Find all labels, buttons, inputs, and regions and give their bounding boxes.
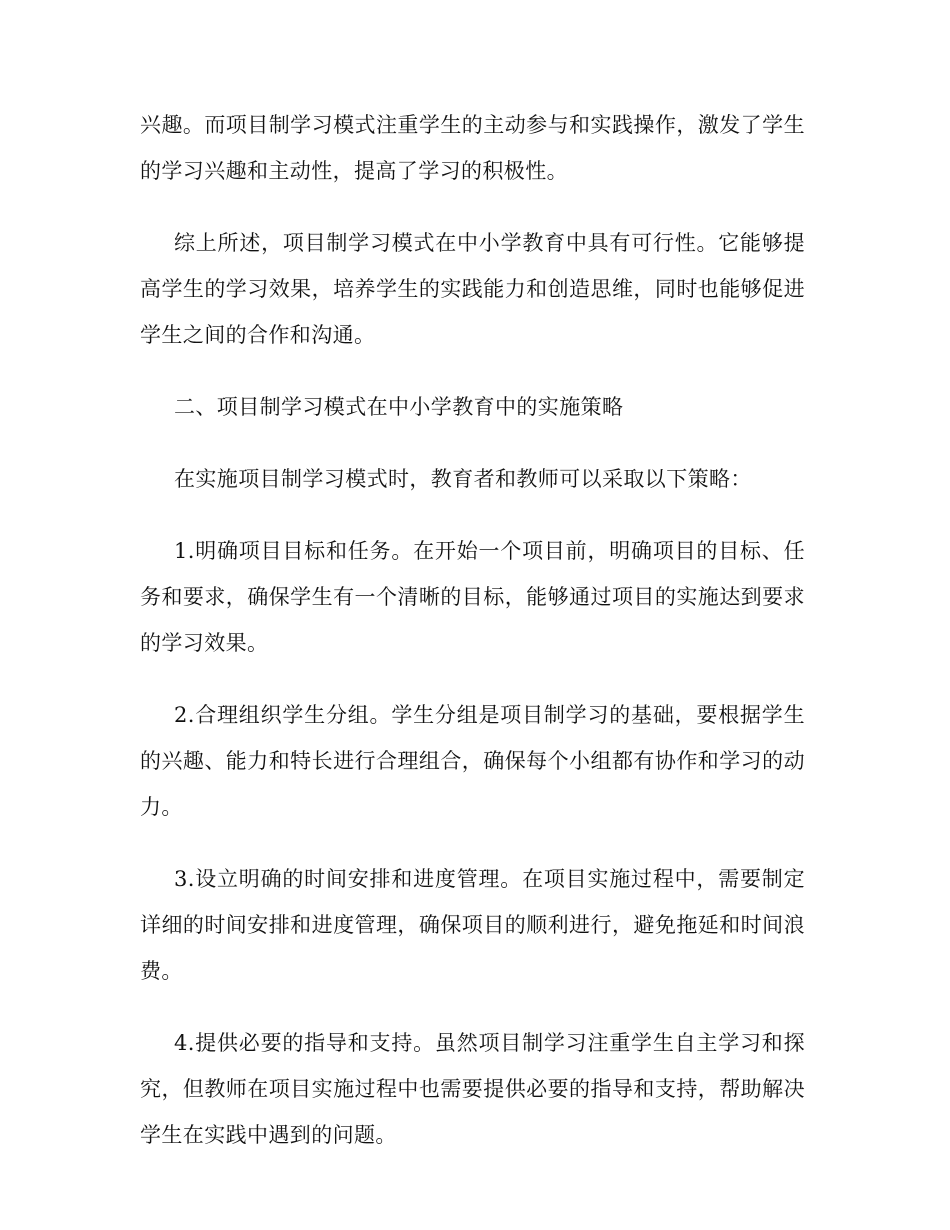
paragraph-continuation: 兴趣。而项目制学习模式注重学生的主动参与和实践操作，激发了学生的学习兴趣和主动性，提高了学习的积极性。 bbox=[140, 113, 805, 183]
paragraph-intro: 在实施项目制学习模式时，教育者和教师可以采取以下策略： bbox=[174, 467, 752, 491]
list-item-strategy-3: 3.设立明确的时间安排和进度管理。在项目实施过程中，需要制定详细的时间安排和进度管理，确保项目的顺利进行，避免拖延和时间浪费。 bbox=[140, 867, 805, 983]
list-item-strategy-2: 2.合理组织学生分组。学生分组是项目制学习的基础，要根据学生的兴趣、能力和特长进行合理组合，确保每个小组都有协作和学习的动力。 bbox=[140, 703, 805, 819]
list-item-strategy-4: 4.提供必要的指导和支持。虽然项目制学习注重学生自主学习和探究，但教师在项目实施过程中也需要提供必要的指导和支持，帮助解决学生在实践中遇到的问题。 bbox=[140, 1031, 805, 1147]
paragraph-summary: 综上所述，项目制学习模式在中小学教育中具有可行性。它能够提高学生的学习效果，培养学生的实践能力和创造思维，同时也能够促进学生之间的合作和沟通。 bbox=[140, 231, 805, 347]
document-body bbox=[140, 102, 805, 1184]
section-heading: 二、项目制学习模式在中小学教育中的实施策略 bbox=[174, 395, 624, 419]
list-item-strategy-1: 1.明确项目目标和任务。在开始一个项目前，明确项目的目标、任务和要求，确保学生有一个清晰的目标，能够通过项目的实施达到要求的学习效果。 bbox=[140, 539, 805, 655]
